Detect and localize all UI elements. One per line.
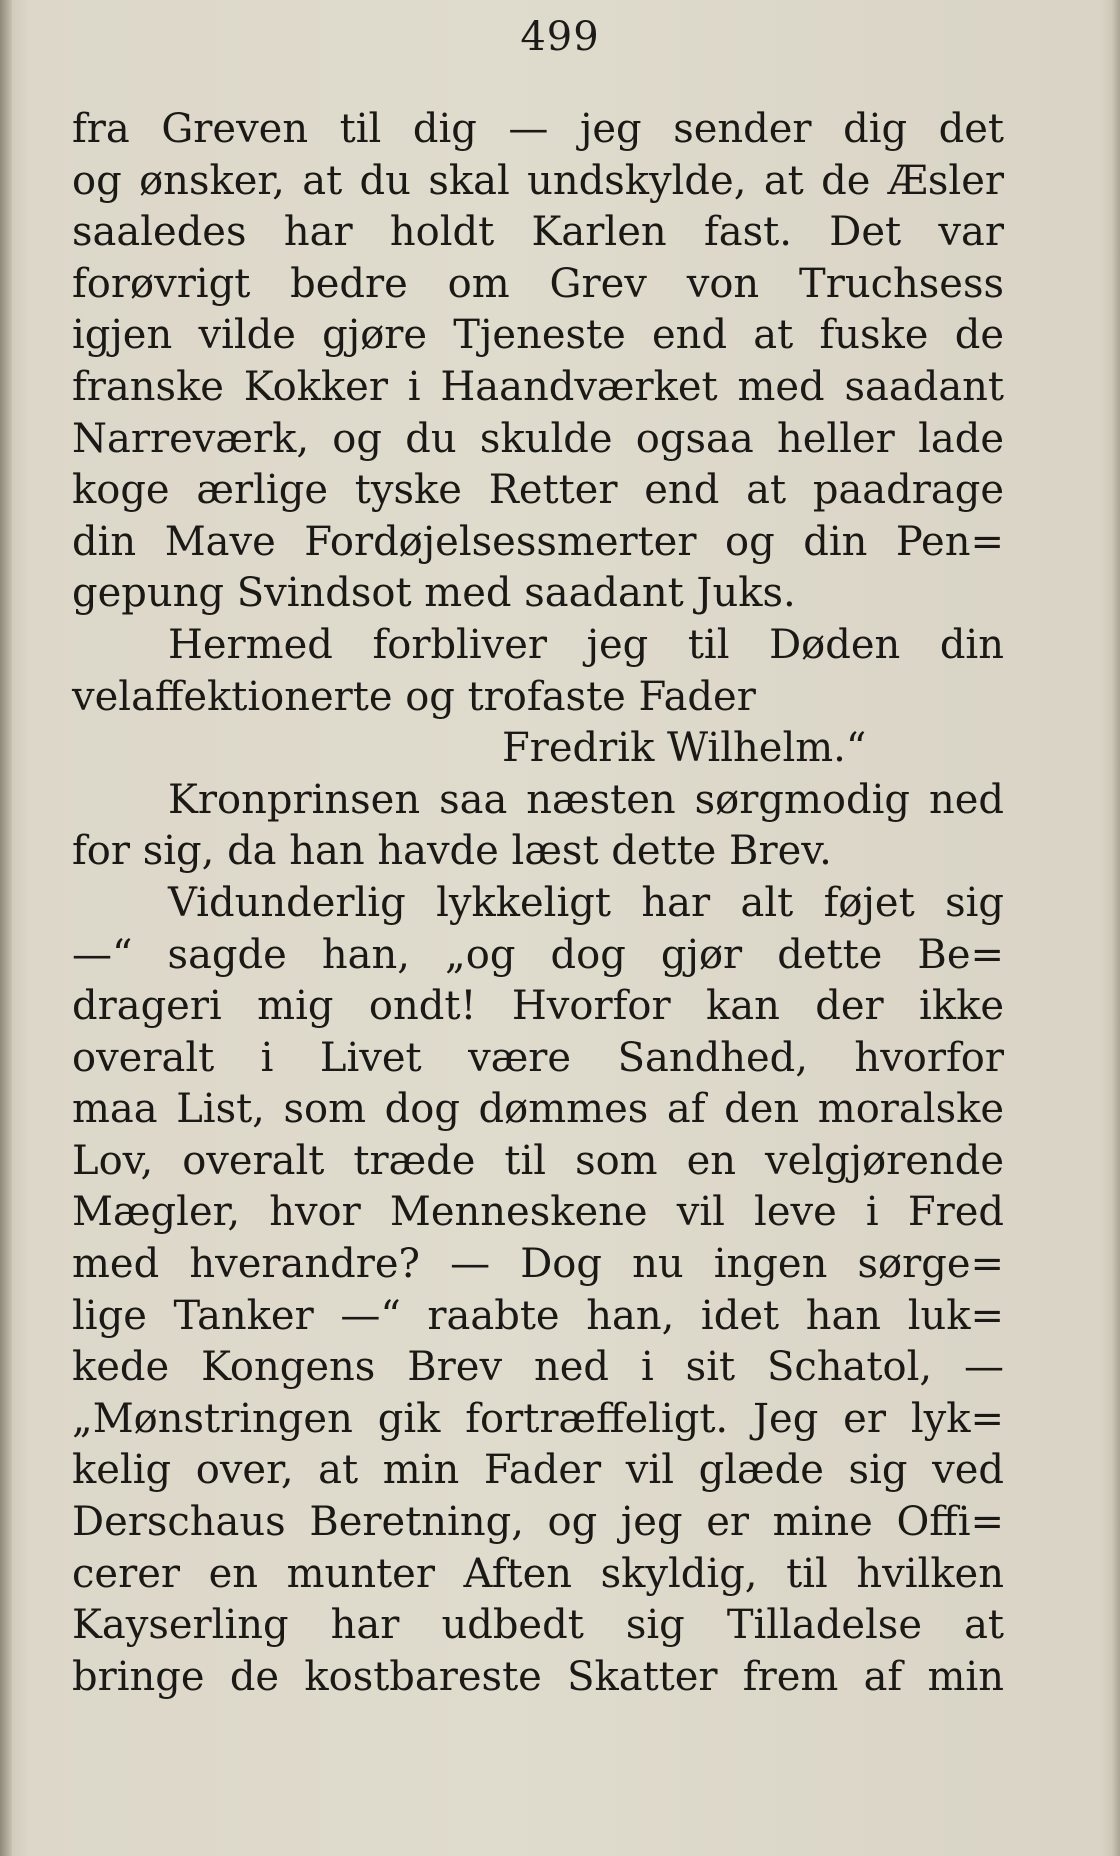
paragraph-start-line: Kronprinsen saa næsten sørgmodig ned xyxy=(168,776,1004,823)
text-line: kelig over, at min Fader vil glæde sig ved xyxy=(72,1447,1004,1494)
text-line: franske Kokker i Haandværket med saadant xyxy=(72,363,1004,410)
text-line: Derschaus Beretning, og jeg er mine Offi= xyxy=(72,1499,1004,1546)
text-line: gepung Svindsot med saadant Juks. xyxy=(72,570,796,617)
text-line: drageri mig ondt! Hvorfor kan der ikke xyxy=(72,983,1004,1030)
text-line: med hverandre? — Dog nu ingen sørge= xyxy=(72,1241,1004,1288)
text-line: kede Kongens Brev ned i sit Schatol, — xyxy=(72,1344,1004,1391)
text-line: bringe de kostbareste Skatter frem af min xyxy=(72,1653,1004,1700)
text-line: lige Tanker —“ raabte han, idet han luk= xyxy=(72,1292,1004,1339)
text-line: Mægler, hvor Menneskene vil leve i Fred xyxy=(72,1189,1004,1236)
text-line: cerer en munter Aften skyldig, til hvilken xyxy=(72,1550,1004,1597)
paragraph-start-line: Hermed forbliver jeg til Døden din xyxy=(168,621,1004,668)
text-line: din Mave Fordøjelsessmerter og din Pen= xyxy=(72,518,1004,565)
body-text xyxy=(72,104,1004,1703)
text-line: igjen vilde gjøre Tjeneste end at fuske de xyxy=(72,312,1004,359)
letter-signature: Fredrik Wilhelm.“ xyxy=(502,725,867,772)
text-line: og ønsker, at du skal undskylde, at de Æsler xyxy=(72,157,1004,204)
text-line: velaffektionerte og trofaste Fader xyxy=(72,673,756,720)
text-line: maa List, som dog dømmes af den moralske xyxy=(72,1086,1004,1133)
paragraph-start-line: Vidunderlig lykkeligt har alt føjet sig xyxy=(168,879,1004,926)
text-line: overalt i Livet være Sandhed, hvorfor xyxy=(72,1034,1004,1081)
text-line: —“ sagde han, „og dog gjør dette Be= xyxy=(72,931,1004,978)
text-line: „Mønstringen gik fortræffeligt. Jeg er lyk= xyxy=(72,1395,1004,1442)
text-line: Kayserling har udbedt sig Tilladelse at xyxy=(72,1602,1004,1649)
page-outer-edge xyxy=(1112,0,1120,1856)
text-line: for sig, da han havde læst dette Brev. xyxy=(72,828,832,875)
text-line: Narreværk, og du skulde ogsaa heller lade xyxy=(72,415,1004,462)
text-line: fra Greven til dig — jeg sender dig det xyxy=(72,106,1004,152)
page-number: 499 xyxy=(520,14,600,60)
text-line: forøvrigt bedre om Grev von Truchsess xyxy=(72,260,1004,307)
text-line: saaledes har holdt Karlen fast. Det var xyxy=(72,209,1004,256)
text-line: Lov, overalt træde til som en velgjørende xyxy=(72,1137,1004,1184)
page-binding-edge xyxy=(0,0,12,1856)
text-line: koge ærlige tyske Retter end at paadrage xyxy=(72,467,1004,514)
